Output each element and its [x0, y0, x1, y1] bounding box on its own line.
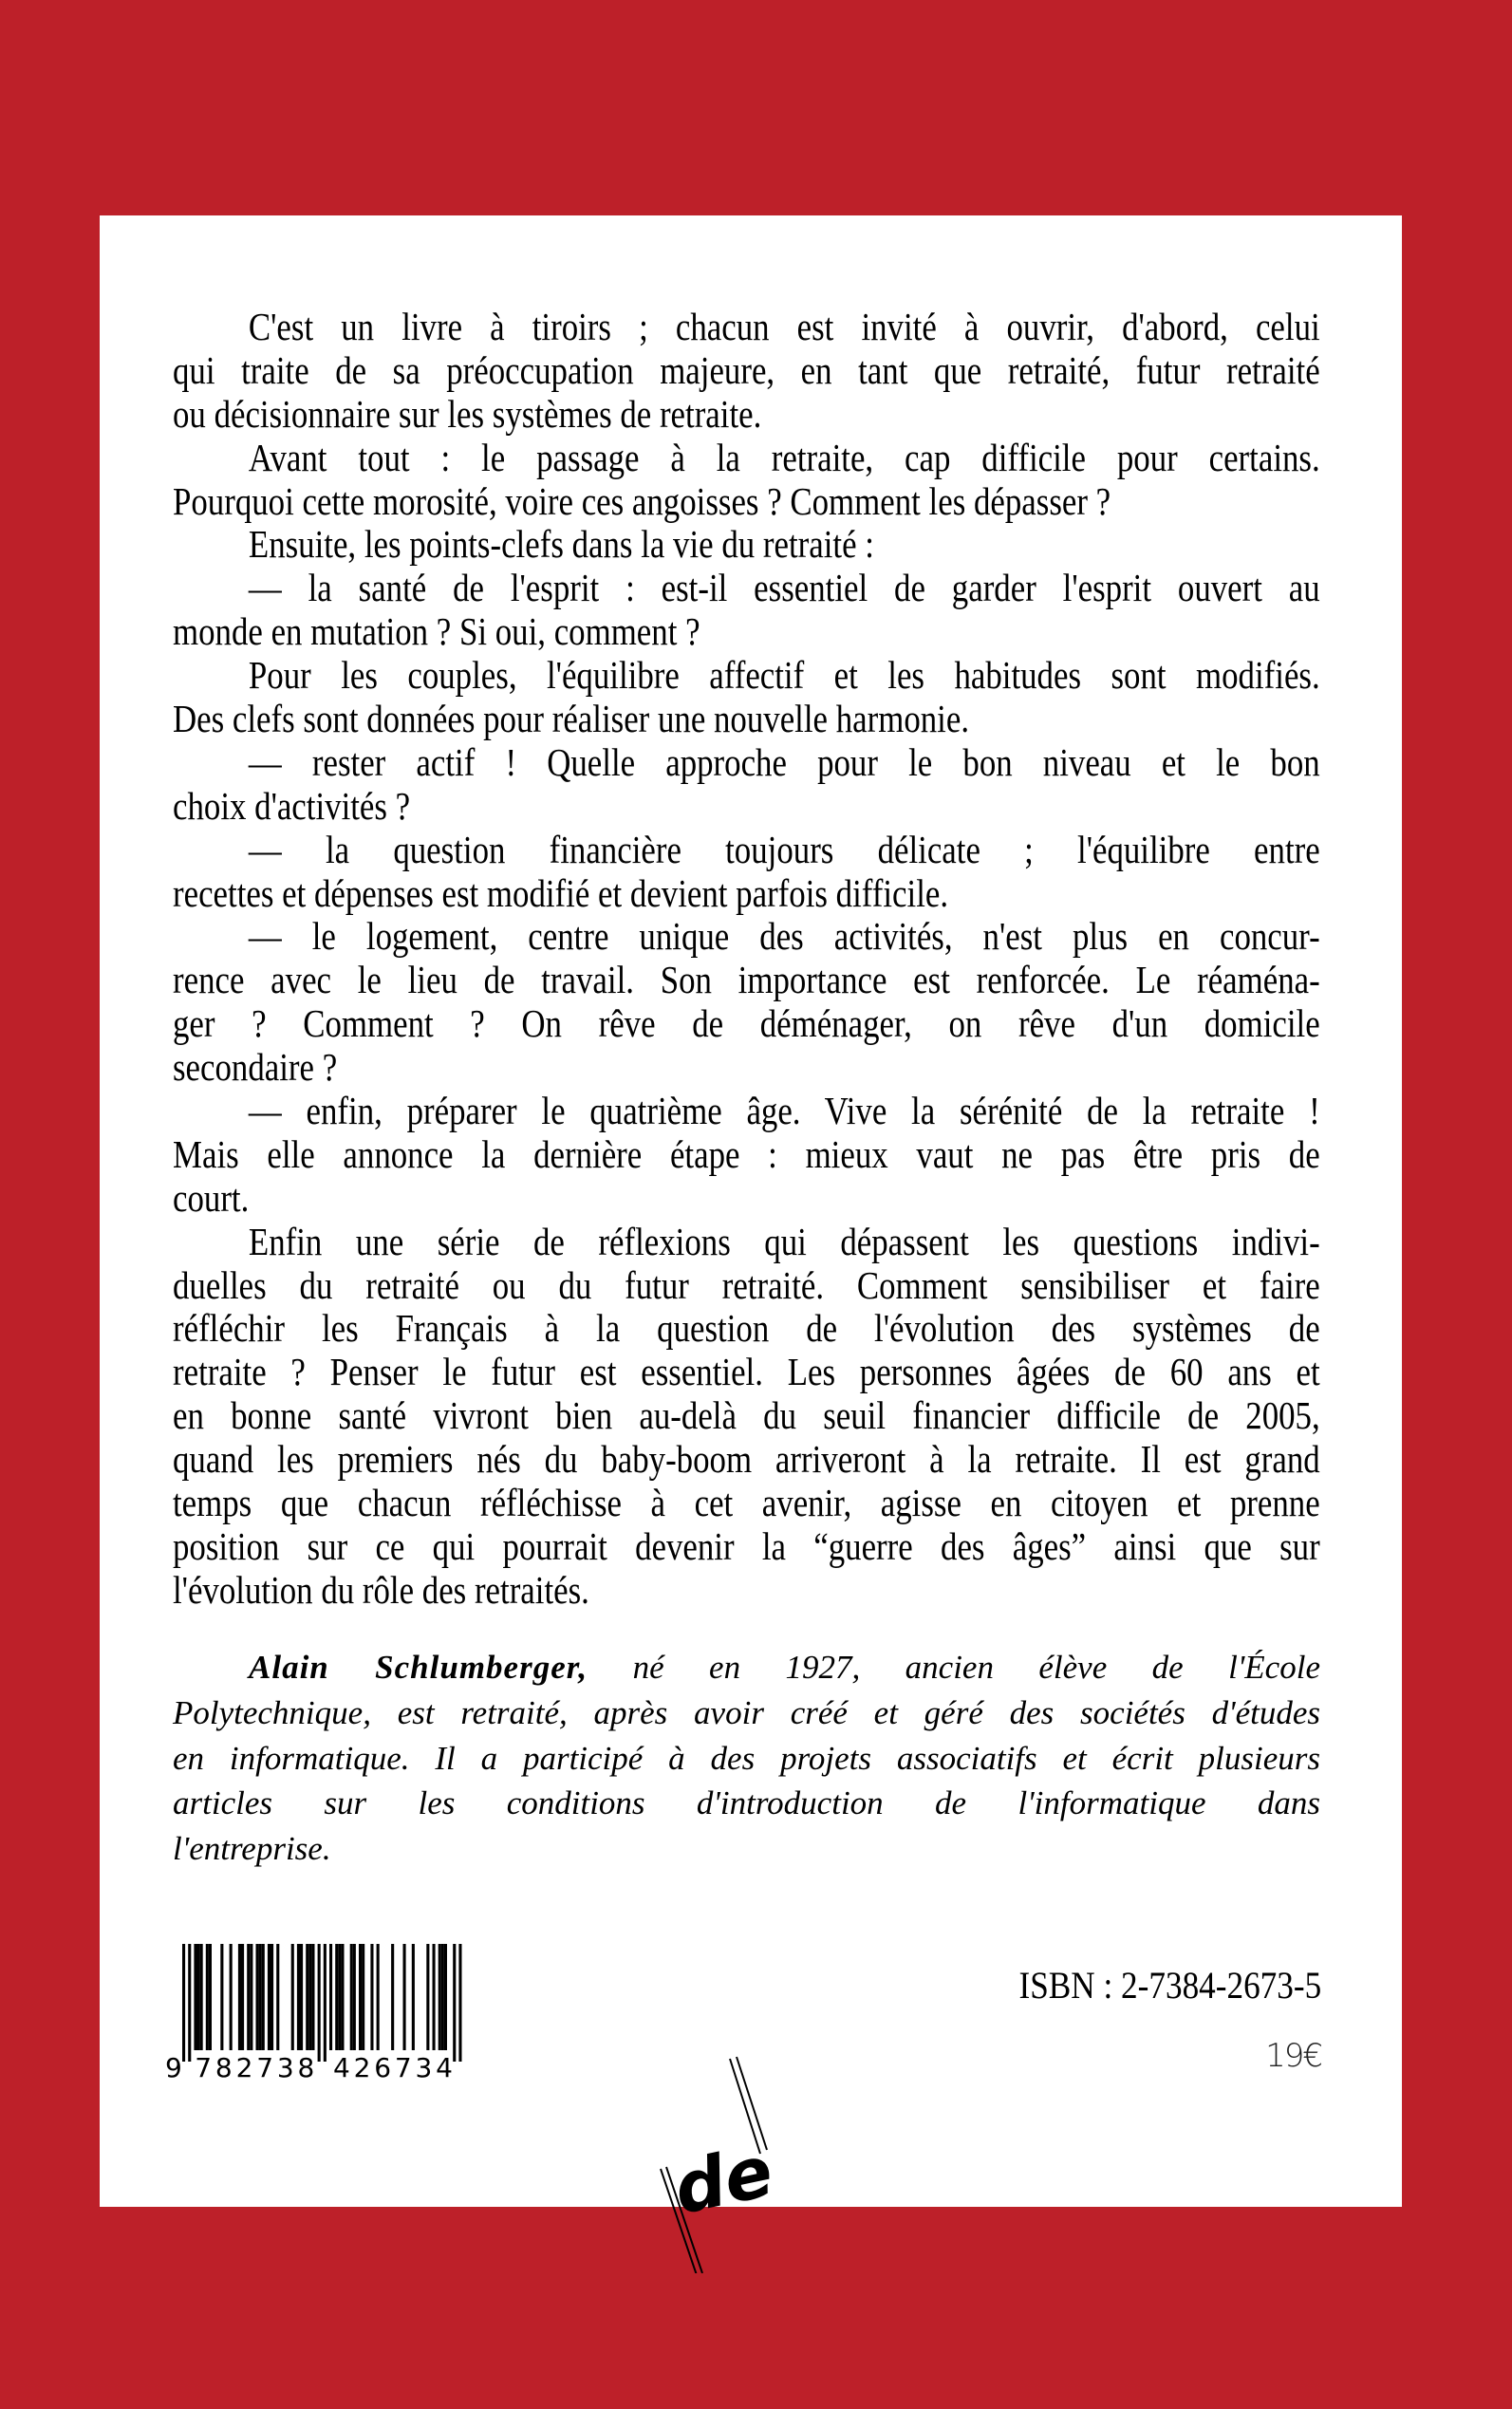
barcode-bar — [209, 1944, 212, 2050]
barcode-bar — [194, 1944, 196, 2050]
blurb-line: Pourquoi cette morosité, voire ces angoisses ? Comment les dépasser ? — [173, 478, 1111, 523]
blurb-line: recettes et dépenses est modifié et devient parfois difficile. — [173, 870, 949, 915]
author-name: Alain Schlumberger, — [249, 1649, 588, 1686]
barcode-bar — [238, 1944, 241, 2050]
blurb-line: rence avec le lieu de travail. Son importance est renforcée. Le réaména- — [173, 958, 1320, 1002]
blurb-text — [173, 306, 1320, 1613]
barcode-bar — [308, 1944, 311, 2050]
barcode-bar — [453, 1944, 456, 2062]
barcode-bar — [247, 1944, 250, 2050]
blurb-line: duelles du retraité ou du futur retraité. Comment sensibiliser et faire — [173, 1262, 1320, 1307]
barcode-bar — [403, 1944, 406, 2050]
blurb-line: — la question financière toujours délicate ; l'équilibre entre — [248, 827, 1320, 871]
bio-line: articles sur les conditions d'introduction de l'informatique dans — [173, 1784, 1320, 1822]
blurb-line: secondaire ? — [173, 1045, 338, 1090]
barcode-bar — [297, 1944, 300, 2050]
barcode-bar — [259, 1944, 262, 2050]
barcode-bar — [230, 1944, 233, 2050]
barcode-bar — [391, 1944, 394, 2050]
blurb-line: court. — [173, 1175, 250, 1220]
barcode-bar — [268, 1944, 271, 2050]
bio-text: né en 1927, ancien élève de l'École — [588, 1649, 1320, 1686]
bio-line — [173, 1645, 1320, 1690]
barcode-bar — [318, 1944, 321, 2062]
barcode-bar — [329, 1944, 332, 2050]
barcode-digits: 782738 — [195, 2052, 315, 2082]
blurb-line: réfléchir les Français à la question de l'évolution des systèmes de — [173, 1306, 1320, 1351]
blurb-line: Pour les couples, l'équilibre affectif et les habitudes sont modifiés. — [248, 653, 1320, 698]
barcode-bar — [220, 1944, 223, 2050]
blurb-line: qui traite de sa préoccupation majeure, en tant que retraité, futur retraité — [173, 347, 1320, 392]
barcode-bar — [370, 1944, 373, 2050]
blurb-line: choix d'activités ? — [173, 783, 411, 828]
bio-line: l'entreprise. — [173, 1830, 331, 1868]
barcode-bar — [197, 1944, 200, 2050]
barcode-bar — [300, 1944, 303, 2050]
blurb-line: position sur ce qui pourrait devenir la “guerre des âges” ainsi que sur — [173, 1523, 1320, 1568]
blurb-line: en bonne santé vivront bien au-delà du seuil financier difficile de 2005, — [173, 1393, 1320, 1438]
blurb-line: C'est un livre à tiroirs ; chacun est invité à ouvrir, d'abord, celui — [248, 305, 1320, 348]
blurb-line: — rester actif ! Quelle approche pour le bon niveau et le bon — [248, 739, 1320, 784]
blurb-line: Mais elle annonce la dernière étape : mieux vaut ne pas être pris de — [173, 1131, 1320, 1176]
barcode-bar — [306, 1944, 308, 2050]
barcode-bar — [188, 1944, 191, 2062]
barcode-bar — [262, 1944, 265, 2050]
barcode-bar — [250, 1944, 252, 2050]
barcode-bar — [276, 1944, 279, 2050]
blurb-line: ou décisionnaire sur les systèmes de retraite. — [173, 391, 762, 436]
blurb-line: — le logement, centre unique des activités, n'est plus en concur- — [248, 914, 1320, 959]
barcode-bar — [441, 1944, 444, 2050]
blurb-line: Avant tout : le passage à la retraite, cap difficile pour certains. — [248, 435, 1320, 479]
barcode-bar — [458, 1944, 461, 2062]
barcode-bar — [200, 1944, 203, 2050]
barcode-bar — [444, 1944, 447, 2050]
barcode-bar — [338, 1944, 341, 2050]
barcode-bar — [426, 1944, 429, 2050]
barcode-bar — [359, 1944, 362, 2050]
barcode-bar — [433, 1944, 436, 2050]
barcode-bar — [206, 1944, 209, 2050]
barcode-bar — [335, 1944, 338, 2050]
isbn: ISBN : 2-7384-2673-5 — [1018, 1964, 1321, 2007]
barcode-bar — [353, 1944, 356, 2050]
blurb-line: monde en mutation ? Si oui, comment ? — [173, 609, 700, 654]
blurb-line: ger ? Comment ? On rêve de déménager, on rêve d'un domicile — [173, 1001, 1320, 1046]
barcode-bar — [362, 1944, 364, 2050]
barcode-bar — [256, 1944, 259, 2050]
barcode-bar — [182, 1944, 185, 2062]
blurb-line: — enfin, préparer le quatrième âge. Vive la sérénité de la retraite ! — [248, 1089, 1320, 1133]
price: 19€ — [1265, 2037, 1321, 2075]
barcode-bar — [377, 1944, 380, 2050]
blurb-line: Enfin une série de réflexions qui dépassent les questions indivi- — [248, 1219, 1320, 1263]
bio-line: Polytechnique, est retraité, après avoir créé et géré des sociétés d'études — [173, 1693, 1320, 1731]
barcode-bar — [241, 1944, 244, 2050]
barcode-bar — [412, 1944, 415, 2050]
blurb-line: retraite ? Penser le futur est essentiel. Les personnes âgées de 60 ans et — [173, 1350, 1320, 1394]
bio-line: en informatique. Il a participé à des projets associatifs et écrit plusieurs — [173, 1739, 1320, 1777]
barcode-bar — [271, 1944, 273, 2050]
barcode-digits: 426734 — [333, 2052, 453, 2082]
logo-text: de — [666, 2130, 780, 2232]
blurb-line: — la santé de l'esprit : est-il essentiel de garder l'esprit ouvert au — [248, 566, 1320, 610]
blurb-line: Ensuite, les points-clefs dans la vie du retraité : — [248, 522, 874, 567]
publisher-logo — [655, 2055, 788, 2273]
author-bio — [173, 1645, 1320, 1872]
blurb-line: quand les premiers nés du baby-boom arriveront à la retraite. Il est grand — [173, 1437, 1320, 1482]
barcode-bar — [350, 1944, 353, 2050]
barcode-bar — [291, 1944, 294, 2050]
barcode-bar — [439, 1944, 441, 2050]
barcode-bar — [341, 1944, 344, 2050]
barcode-bar — [324, 1944, 327, 2062]
barcode-digits: 9 — [165, 2052, 182, 2082]
blurb-line: Des clefs sont données pour réaliser une nouvelle harmonie. — [173, 697, 970, 741]
barcode — [163, 1944, 467, 2082]
barcode-bar — [311, 1944, 314, 2050]
blurb-line: temps que chacun réfléchisse à cet avenir, agisse en citoyen et prenne — [173, 1481, 1320, 1525]
blurb-line: l'évolution du rôle des retraités. — [173, 1567, 589, 1612]
